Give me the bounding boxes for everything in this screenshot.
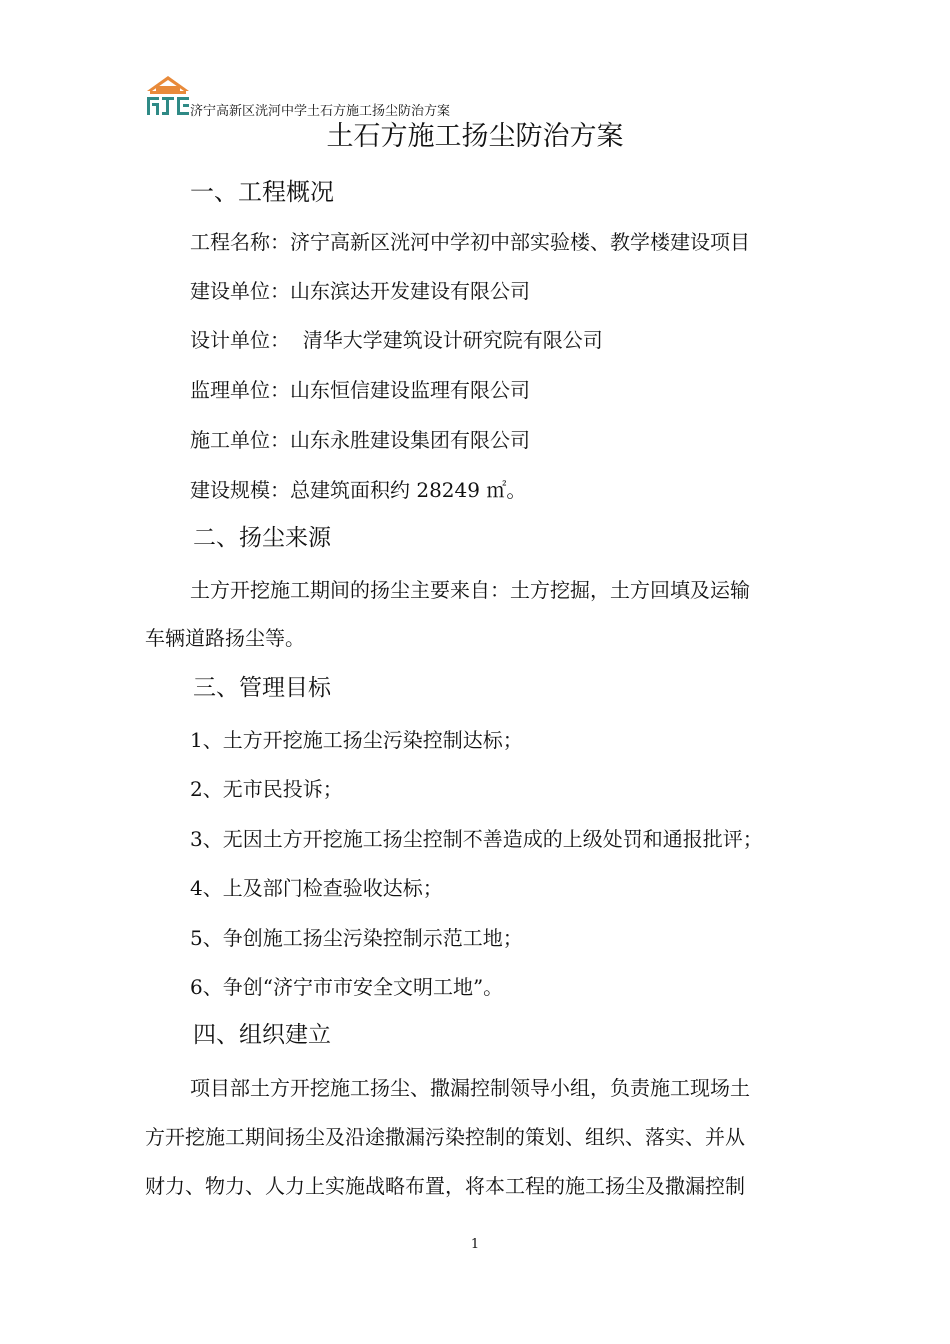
scale-line: 建设规模：总建筑面积约 28249 ㎡。 xyxy=(190,478,527,502)
goal-item-6: 6、争创“济宁市市安全文明工地”。 xyxy=(190,975,504,999)
contractor-line: 施工单位：山东永胜建设集团有限公司 xyxy=(190,428,530,452)
section-heading-organization: 四、组织建立 xyxy=(193,1022,331,1048)
project-name-line: 工程名称：济宁高新区洸河中学初中部实验楼、教学楼建设项目 xyxy=(190,230,750,254)
section-heading-overview: 一、工程概况 xyxy=(190,178,334,206)
school-logo-icon xyxy=(143,71,193,117)
goal-item-2: 2、无市民投诉； xyxy=(190,777,343,801)
organization-paragraph-line-3: 财力、物力、人力上实施战略布置，将本工程的施工扬尘及撒漏控制 xyxy=(145,1174,745,1198)
designer-line: 设计单位： 清华大学建筑设计研究院有限公司 xyxy=(190,328,603,352)
goal-item-5: 5、争创施工扬尘污染控制示范工地； xyxy=(190,926,523,950)
goal-item-1: 1、土方开挖施工扬尘污染控制达标； xyxy=(190,728,523,752)
builder-line: 建设单位：山东滨达开发建设有限公司 xyxy=(190,279,530,303)
organization-paragraph-line-2: 方开挖施工期间扬尘及沿途撒漏污染控制的策划、组织、落实、并从 xyxy=(145,1125,745,1149)
document-title: 土石方施工扬尘防治方案 xyxy=(326,121,624,152)
goal-item-3: 3、无因土方开挖施工扬尘控制不善造成的上级处罚和通报批评； xyxy=(190,827,763,851)
section-heading-dust-source: 二、扬尘来源 xyxy=(193,525,331,551)
goal-item-4: 4、上及部门检查验收达标； xyxy=(190,876,443,900)
running-header: 济宁高新区洸河中学土石方施工扬尘防治方案 xyxy=(190,104,451,119)
dust-source-paragraph-line-1: 土方开挖施工期间的扬尘主要来自：土方挖掘，土方回填及运输 xyxy=(190,578,750,602)
organization-paragraph-line-1: 项目部土方开挖施工扬尘、撒漏控制领导小组，负责施工现场土 xyxy=(190,1076,750,1100)
dust-source-paragraph-line-2: 车辆道路扬尘等。 xyxy=(145,626,305,650)
section-heading-goals: 三、管理目标 xyxy=(193,675,331,701)
supervisor-line: 监理单位：山东恒信建设监理有限公司 xyxy=(190,378,530,402)
page-number: 1 xyxy=(470,1237,480,1252)
